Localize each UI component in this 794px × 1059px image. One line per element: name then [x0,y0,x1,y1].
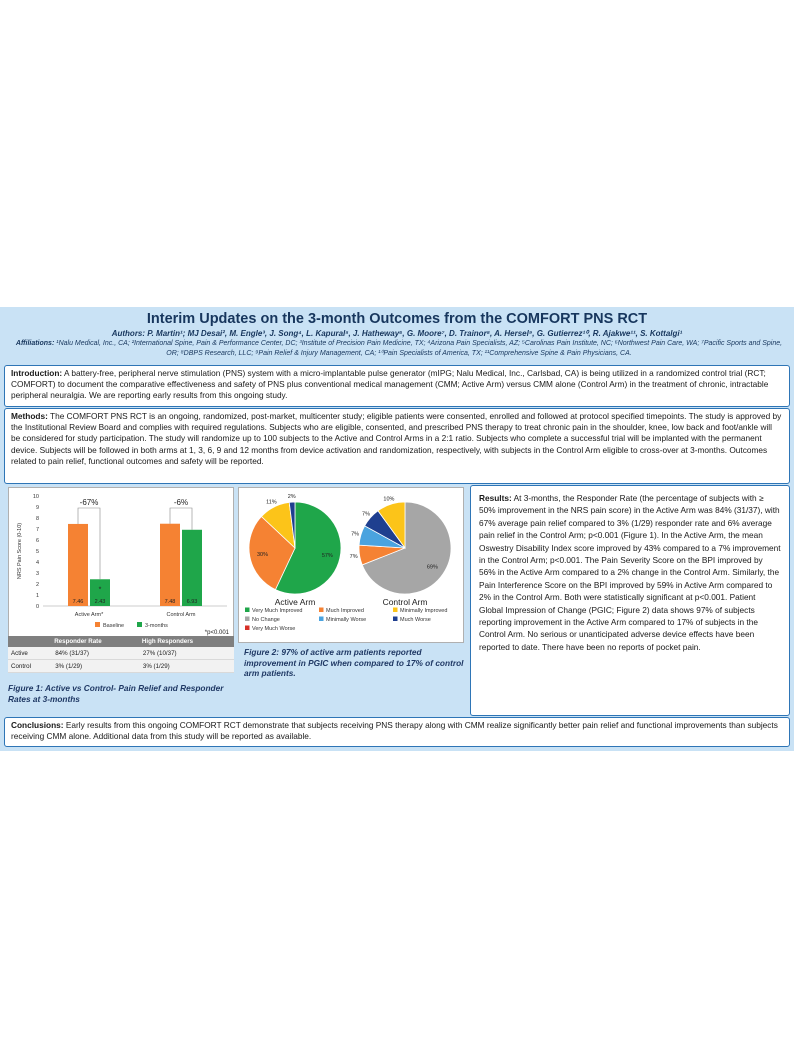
responder-rate-table [8,636,234,673]
table-header-cell [8,636,52,647]
pain-score-bar-chart [9,488,233,636]
legend-swatch-baseline [95,622,100,627]
results-text: At 3-months, the Responder Rate (the percentage of subjects with ≥ 50% improvement in the NRS pain score) in the Active Arm was 84% (31/37), with 67% average pain relief compared to 3% (1/29) responder rate and 6% average pain relief in the Control Arm; p<0.001 (Figure 1). In the Active Arm, the mean Oswestry Disability Index score improved by 43% compared to a 7% improvement in the Control Arm; p<0.001. The Pain Severity Score on the BPI improved by 56% in the Active Arm compared to a 2% change in the Control Arm. Similarly, the Pain Interference Score on the BPI improved by 59% in Active Arm compared to 2% in the Control Arm. Both were statistically significant at p<0.001. Patient Global Impression of Change (PGIC; Figure 2) data shows 97% of subjects reporting improvement in the Active Arm compared to 17% of subjects in the Control Arm. No serious or unanticipated adverse device effects have been reported to date. There have been no reports of pocket pain. [479,493,781,652]
pie-title: Control Arm [382,597,428,607]
pie-slice-label: 57% [321,553,333,560]
legend-swatch [393,617,398,622]
figure-1-caption [8,683,234,704]
percent-change-annotation: -67% [79,498,99,507]
legend-swatch [245,608,250,613]
legend-swatch-3-months [137,622,142,627]
pie-title: Active Arm [274,597,316,607]
table-cell: 3% (1/29) [140,660,234,673]
y-axis-label: NRS Pain Score (0-10) [17,522,23,580]
conclusions-section [4,717,790,747]
legend-label: Minimally Improved [400,608,448,614]
figure-2-label: Figure 2: [244,647,280,657]
x-category-label: Active Arm* [74,612,104,618]
bar-value-label: 2.43 [94,599,106,605]
poster-title: Interim Updates on the 3-month Outcomes from the COMFORT PNS RCT [146,311,648,327]
y-tick-label: 9 [35,505,39,511]
legend-label: Much Improved [326,608,364,614]
legend-swatch [245,626,250,631]
y-tick-label: 0 [35,604,39,610]
legend-label: Much Worse [400,617,431,623]
legend-swatch [245,617,250,622]
pgic-pie-charts [239,488,463,642]
methods-text: The COMFORT PNS RCT is an ongoing, randomized, post-market, multicenter study; eligible patients were consented, enrolled and followed at protocol specified timepoints. The study is approved by the Institutional Review Board and complies with required regulations. Subjects who are eligible, consented, and prescribed PNS therapy to treat chronic pain in the shoulder, knee, low back and foot/ankle will be considered for study participation. The study will randomize up to 100 subjects to the Active and Control Arms in a 2:1 ratio. Subjects who complete a successful trial will be implanted with the permanent device. Subjects will be followed in both arms at 1, 3, 6, 9 and 12 months from device activation and randomization, respectively, with subjects in the Control Arm eligible to cross-over at 3-months. Outcomes related to pain relief, functional outcomes and safety will be reported. [11,411,782,466]
y-tick-label: 7 [35,527,39,533]
results-section [470,485,790,716]
legend-label: Very Much Improved [252,608,303,614]
table-body [8,647,234,673]
y-tick-label: 3 [35,571,39,577]
conclusions-heading: Conclusions: [11,720,64,730]
figure-1-caption-text: Active vs Control- Pain Relief and Responder Rates at 3-months [8,683,224,704]
y-tick-label: 4 [35,560,39,566]
table-row [8,660,234,673]
pie-slice-label: 2% [287,494,296,501]
bar-baseline-1 [160,524,180,606]
percent-change-annotation: -6% [173,498,189,507]
legend-swatch [393,608,398,613]
y-tick-label: 2 [35,582,39,588]
pie-slice-label: 7% [349,554,358,561]
legend-label: Very Much Worse [252,626,296,632]
results-heading: Results: [479,493,512,503]
table-cell: Control [8,660,52,673]
figure-1-label: Figure 1: [8,683,44,693]
poster [0,307,794,751]
table-header-cell: High Responders [140,636,234,647]
bar-baseline-0 [68,524,88,606]
table-header-row [8,636,234,647]
y-tick-label: 8 [35,516,39,522]
significance-asterisk: * [98,586,102,594]
affiliations-text: ¹Nalu Medical, Inc., CA; ²International Spine, Pain & Performance Center, DC; ³Institute of Precision Pain Medicine, TX; ⁴Arizona Pain Specialists, AZ; ⁵Carolinas Pain Institute, NC; ⁶Northwest Pain Care, WA; ⁷Pacific Sports and Spine, OR; ⁸DBPS Research, LLC; ⁹Pain Relief & Injury Management, CA; ¹⁰Pain Specialists of America, TX; ¹¹Comprehensive Spine & Pain Physicians, CA. [56,340,783,357]
pie-slice-label: 30% [256,552,268,559]
bar-3-months-1 [182,530,202,606]
table-cell: 27% (10/37) [140,647,234,660]
legend-label: Minimally Worse [326,617,367,623]
figure-2-chart [238,487,464,643]
y-tick-label: 6 [35,538,39,544]
authors-line [0,329,794,338]
figure-1-chart [8,487,234,637]
legend-label: No Change [252,617,280,623]
bar-value-label: 7.46 [72,599,84,605]
bar-value-label: 6.93 [186,599,198,605]
table-cell: Active [8,647,52,660]
table-cell: 84% (31/37) [52,647,140,660]
introduction-text: A battery-free, peripheral nerve stimulation (PNS) system with a micro-implantable pulse generator (mIPG; Nalu Medical, Inc., Carlsbad, CA) is being utilized in a randomized control trial (RCT; COMFORT) to document the comparative effectiveness and safety of PNS plus conventional medical management (CMM; Active Arm) versus CMM alone (Control Arm) in the treatment of chronic, intractable peripheral neuralgia. We are reporting early results from this ongoing study. [11,368,769,401]
p-value-note: *p<0.001 [204,630,229,636]
y-tick-label: 1 [35,593,39,599]
methods-heading: Methods: [11,411,48,421]
legend-label: 3-months [145,623,168,629]
pie-slice-label: 69% [426,564,438,571]
y-tick-label: 10 [32,494,39,500]
conclusions-text: Early results from this ongoing COMFORT RCT demonstrate that subjects receiving PNS therapy along with CMM realize significantly better pain relief and functional improvements than subjects receiving CMM alone. Additional data from this study will be reported as available. [11,720,778,742]
methods-section [4,408,790,484]
legend-label: Baseline [103,623,125,629]
y-tick-label: 5 [35,549,39,555]
pie-slice-label: 7% [362,511,370,518]
affiliations [14,339,784,359]
pie-slice-label: 7% [351,531,360,538]
x-category-label: Control Arm [166,612,196,618]
legend-swatch [319,608,324,613]
bar-value-label: 7.48 [164,599,176,605]
introduction-section [4,365,790,407]
legend-swatch [319,617,324,622]
table-cell: 3% (1/29) [52,660,140,673]
authors-text: P. Martin¹; MJ Desai², M. Engle³, J. Song⁴, L. Kapural⁵, J. Hatheway⁶, G. Moore⁷, D. Trainor⁸, A. Hersel⁹, G. Gutierrez¹⁰, R. Ajakwe¹¹, S. Kottalgi¹ [147,329,683,338]
authors-label: Authors: [111,329,146,338]
pie-slice-label: 10% [383,496,395,503]
pie-slice-label: 11% [266,499,277,506]
table-row [8,647,234,660]
introduction-heading: Introduction: [11,368,63,378]
table-header-cell: Responder Rate [52,636,140,647]
figure-2-caption-text: 97% of active arm patients reported improvement in PGIC when compared to 17% of control arm patients. [244,647,464,678]
affiliations-label: Affiliations: [15,340,55,347]
figure-2-caption [244,647,464,679]
